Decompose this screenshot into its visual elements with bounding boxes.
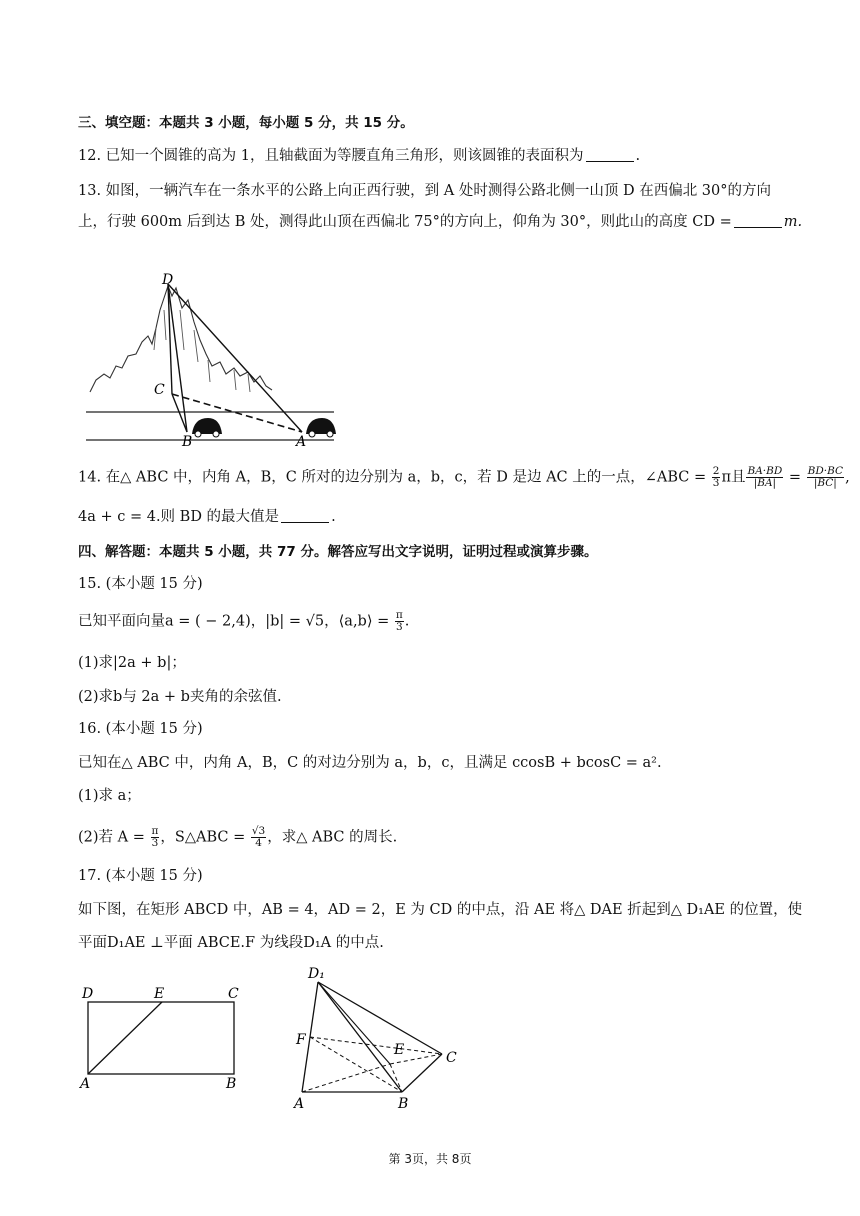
label-B: B	[182, 434, 193, 450]
label-D: D	[82, 986, 94, 1002]
label-B: B	[226, 1076, 237, 1092]
question-17-title: 17. (本小题 15 分)	[78, 868, 203, 884]
fraction: $\frac{\pi}{3}$	[395, 609, 403, 633]
label-D1: D₁	[308, 966, 325, 982]
question-15-part-2: (2)求b与 2a + b夹角的余弦值.	[78, 689, 282, 705]
question-14-line-2: 4a + c = 4.则 BD 的最大值是 .	[78, 509, 336, 525]
label-A: A	[294, 1096, 305, 1112]
section-4-heading: 四、解答题：本题共 5 小题，共 77 分。解答应写出文字说明，证明过程或演算步骤。	[78, 544, 598, 560]
page-footer: 第 3页，共 8页	[388, 1152, 472, 1166]
question-13-line-2: 上，行驶 600m 后到达 B 处，测得此山顶在西偏北 75°的方向上，仰角为 30°，则此山的高度 CD = m.	[78, 214, 803, 230]
section-3-heading: 三、填空题：本题共 3 小题，每小题 5 分，共 15 分。	[78, 115, 414, 131]
label-A: A	[296, 434, 307, 450]
question-14-line-1: 14. 在△ ABC 中，内角 A，B，C 所对的边分别为 a，b，c，若 D 是边 AC 上的一点，∠ABC = $\frac{2}{3}$ π且 $\frac{BA\cdot BD}{|BA|}$ = $\frac{BD\cdot BC}{|BC|}$ ,	[78, 465, 850, 489]
fraction: $\frac{BD\cdot BC}{|BC|}$	[807, 465, 844, 489]
mountain-figure	[84, 270, 344, 450]
question-15-stem: 已知平面向量a = ( − 2,4)，|b| = √5，⟨a,b⟩ = $\frac{\pi}{3}$ .	[78, 609, 410, 633]
label-A: A	[80, 1076, 91, 1092]
fraction: $\frac{√3}{4}$	[251, 825, 266, 849]
label-D: D	[162, 272, 174, 288]
label-E: E	[394, 1042, 405, 1058]
label-C: C	[446, 1050, 457, 1066]
question-16-title: 16. (本小题 15 分)	[78, 721, 203, 737]
question-16-stem: 已知在△ ABC 中，内角 A，B，C 的对边分别为 a，b，c，且满足 ccosB + bcosC = a².	[78, 755, 662, 771]
label-C: C	[154, 382, 165, 398]
question-15-part-1: (1)求|2a + b|；	[78, 655, 186, 671]
folded-solid-figure	[290, 962, 470, 1112]
fraction: $\frac{BA\cdot BD}{|BA|}$	[747, 465, 783, 489]
label-C: C	[228, 986, 239, 1002]
question-16-part-1: (1)求 a；	[78, 788, 141, 804]
question-13-line-1: 13. 如图，一辆汽车在一条水平的公路上向正西行驶，到 A 处时测得公路北侧一山顶 D 在西偏北 30°的方向	[78, 183, 772, 199]
question-17-line-1: 如下图，在矩形 ABCD 中，AB = 4，AD = 2，E 为 CD 的中点，沿 AE 将△ DAE 折起到△ D₁AE 的位置，使	[78, 902, 803, 918]
label-E: E	[154, 986, 165, 1002]
answer-blank	[281, 508, 329, 523]
fraction: $\frac{2}{3}$	[712, 465, 720, 489]
question-15-title: 15. (本小题 15 分)	[78, 576, 203, 592]
rectangle-figure	[76, 982, 256, 1094]
question-16-part-2: (2)若 A = $\frac{\pi}{3}$ ，S△ABC = $\frac{√3}{4}$ ，求△ ABC 的周长.	[78, 825, 398, 849]
question-17-line-2: 平面D₁AE ⊥平面 ABCE.F 为线段D₁A 的中点.	[78, 935, 384, 951]
fraction: $\frac{\pi}{3}$	[151, 825, 159, 849]
answer-blank	[586, 147, 634, 162]
question-12-text: 12. 已知一个圆锥的高为 1，且轴截面为等腰直角三角形，则该圆锥的表面积为	[78, 148, 584, 164]
question-12: 12. 已知一个圆锥的高为 1，且轴截面为等腰直角三角形，则该圆锥的表面积为 .	[78, 148, 641, 164]
label-B: B	[398, 1096, 409, 1112]
label-F: F	[296, 1032, 306, 1048]
answer-blank	[734, 213, 782, 228]
